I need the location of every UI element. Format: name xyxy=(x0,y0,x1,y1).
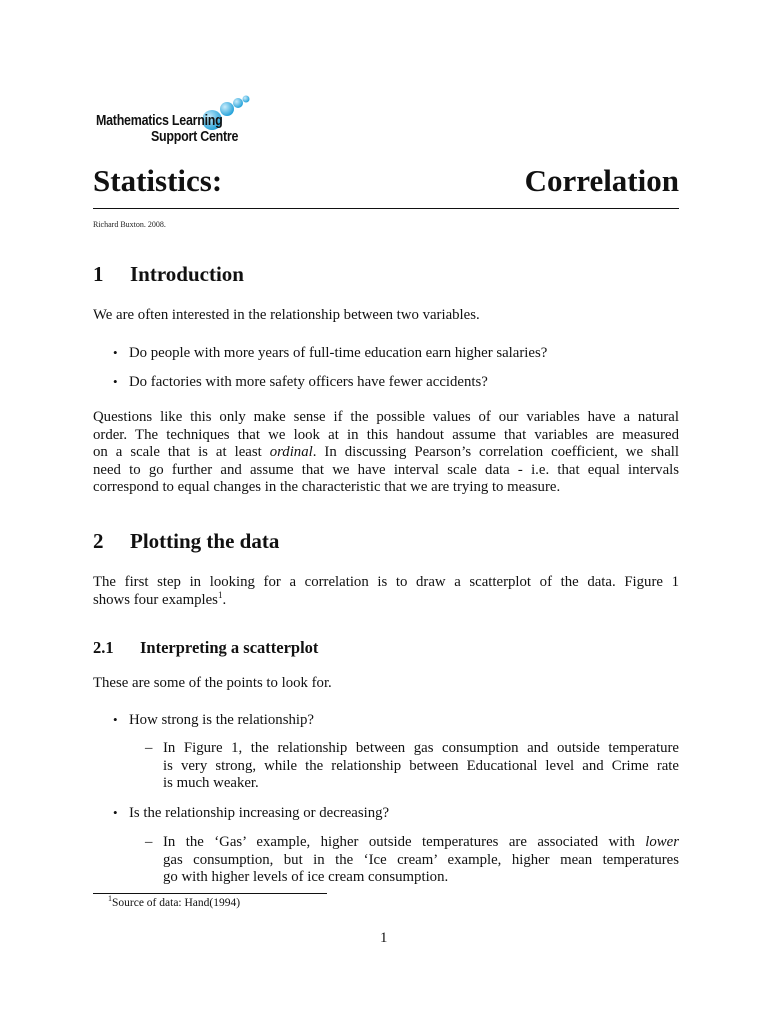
mlsc-logo xyxy=(93,94,263,146)
list-item: • Is the relationship increasing or decreasing? xyxy=(113,805,390,821)
section-title: Introduction xyxy=(130,262,244,286)
footnote: $^1$Source of data: Hand(1994) xyxy=(108,894,241,909)
subsection-title: Interpreting a scatterplot xyxy=(140,638,319,657)
bullet-dot: • xyxy=(113,805,118,820)
list-item: • Do people with more years of full-time education earn higher salaries? xyxy=(113,345,548,361)
document-title xyxy=(93,163,679,203)
footnote-ref: 1 xyxy=(217,589,223,600)
section-title: Plotting the data xyxy=(130,529,280,553)
section-number: 2 xyxy=(93,529,104,553)
title-rule xyxy=(93,208,679,209)
list-item: • How strong is the relationship? xyxy=(113,712,314,728)
title-topic: Correlation xyxy=(524,163,679,198)
bullet-dot: • xyxy=(113,345,118,360)
title-subject: Statistics: xyxy=(93,163,223,198)
dash-mark: – xyxy=(145,740,153,756)
bullet-dot: • xyxy=(113,374,118,389)
logo-line-2: Support Centre xyxy=(151,129,239,145)
dash-mark: – xyxy=(145,834,153,850)
logo-line-1: Mathematics Learning xyxy=(96,113,223,129)
subsection-number: 2.1 xyxy=(93,638,114,657)
section-number: 1 xyxy=(93,262,104,286)
section-1-intro: We are often interested in the relationship between two variables. xyxy=(93,307,480,323)
section-2-paragraph: The first step in looking for a correlation is to draw a scatterplot of the data. Figure 1 shows four examples$^1$. xyxy=(93,574,679,608)
document-page: Mathematics Learning Support Centre Statistics: Correlation Richard Buxton. 2008. 1 Introduction We are often interested in the relationship between two variables. • Do people with more years of full-time education earn higher salaries? • Do factories with more safety officers have fewer accidents? Questions like this only make sense if the possible values of our variables have a natural order. The techniques that we look at in this handout assume that variables are measured on a scale that is at least ordinal. In discussing Pearson’s correlation coefficient, we shall need to go further and assume that we have interval scale data - i.e. that equal intervals correspond to equal changes in the characteristic that we are trying to measure. 2 Plotting the data The first step in looking for a correlation is to draw a scatterplot of the data. Figure 1 shows four examples$^1$. 2.1 Interpreting a scatterplot These are some of the points to look for. • How strong is the relationship? – In Figure 1, the relationship between gas consumption and outside temperature is very strong, while the relationship between Educational level and Crime rate is much weaker. • Is the relationship increasing or decreasing? – In the ‘Gas’ example, higher outside temperatures are associated with lower gas consumption, but in the ‘Ice cream’ example, higher mean temperatures go with higher levels of ice cream consumption. $^1$Source of data: Hand(1994) 1 xyxy=(93,0,679,1024)
subsection-2-1-heading xyxy=(93,638,318,658)
section-2-heading xyxy=(93,529,279,554)
section-1-heading xyxy=(93,262,244,287)
page-number: 1 xyxy=(380,930,388,946)
subsection-intro: These are some of the points to look for. xyxy=(93,675,332,691)
footnote-mark: 1 xyxy=(108,894,112,904)
bullet-dot: • xyxy=(113,712,118,727)
section-1-paragraph: Questions like this only make sense if the possible values of our variables have a natural order. The techniques that we look at in this handout assume that variables are measured on a scale that is at least ordinal. In discussing Pearson’s correlation coefficient, we shall need to go further and assume that we have interval scale data - i.e. that equal intervals correspond to equal changes in the characteristic that we are trying to measure. xyxy=(93,409,679,495)
author-line: Richard Buxton. 2008. xyxy=(93,220,166,229)
list-item: • Do factories with more safety officers have fewer accidents? xyxy=(113,374,488,390)
footnote-rule xyxy=(93,893,327,894)
